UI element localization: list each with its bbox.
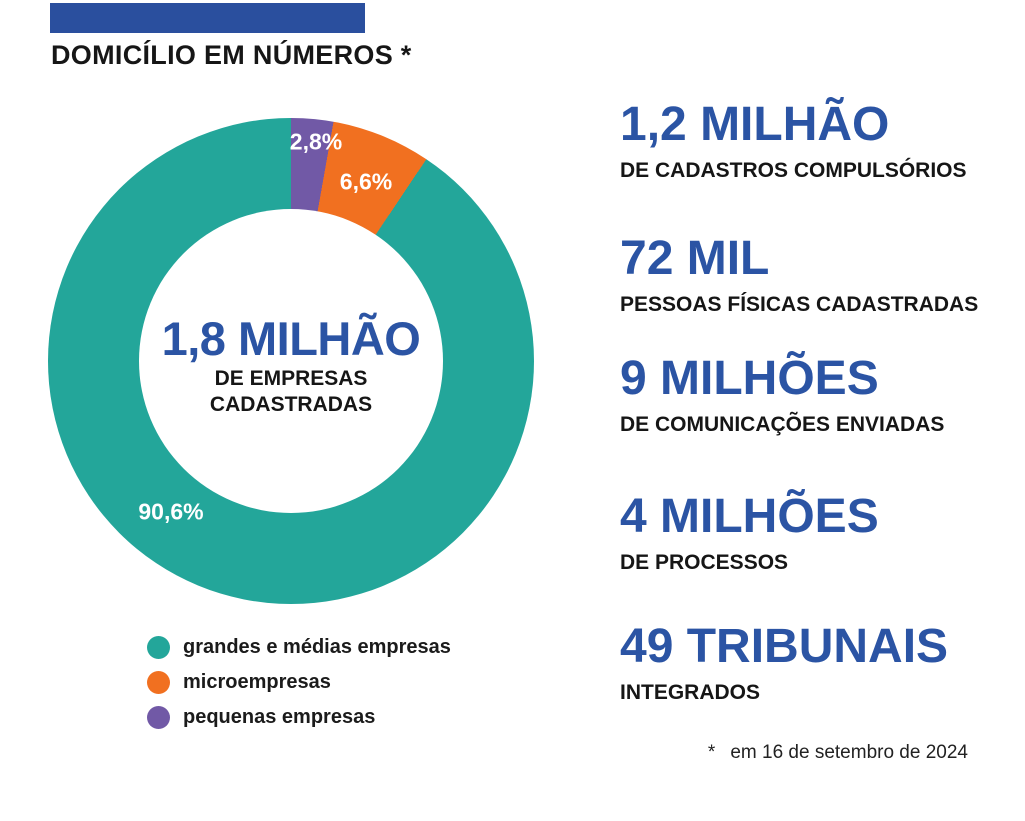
- stat-caption: PESSOAS FÍSICAS CADASTRADAS: [620, 293, 979, 316]
- center-value: 1,8 MILHÃO: [161, 312, 421, 365]
- footnote-text: em 16 de setembro de 2024: [730, 742, 968, 763]
- slice-label-pequenas-empresas: 2,8%: [289, 128, 343, 155]
- stat-cadastros-compulsorios: [620, 100, 967, 183]
- page-title: DOMICÍLIO EM NÚMEROS *: [51, 40, 412, 70]
- stat-value: 4 MILHÕES: [620, 490, 879, 543]
- legend-item-grandes-medias: [147, 636, 451, 659]
- legend-item-microempresas: [147, 671, 451, 694]
- stat-caption: DE PROCESSOS: [620, 551, 789, 574]
- stat-value: 9 MILHÕES: [620, 352, 879, 405]
- stat-processos: [620, 492, 879, 575]
- donut-center-text: [48, 312, 534, 418]
- stat-caption: DE CADASTROS COMPULSÓRIOS: [620, 159, 967, 182]
- stat-value: 49 TRIBUNAIS: [620, 620, 949, 673]
- stat-comunicacoes-enviadas: [620, 354, 944, 437]
- legend-label: grandes e médias empresas: [183, 636, 451, 658]
- stat-caption: INTEGRADOS: [620, 681, 761, 704]
- center-caption-line2: CADASTRADAS: [209, 393, 373, 416]
- stat-value: 1,2 MILHÃO: [620, 98, 890, 151]
- footnote: [708, 742, 968, 764]
- legend-item-pequenas-empresas: [147, 706, 451, 729]
- legend-label: microempresas: [183, 671, 331, 693]
- stat-tribunais-integrados: [620, 622, 948, 705]
- center-caption-line1: DE EMPRESAS: [214, 367, 368, 390]
- footnote-asterisk: *: [707, 742, 716, 763]
- slice-label-microempresas: 6,6%: [339, 168, 393, 195]
- legend: [147, 636, 451, 741]
- donut-chart: [48, 118, 534, 604]
- stat-caption: DE COMUNICAÇÕES ENVIADAS: [620, 413, 945, 436]
- legend-dot-orange: [147, 671, 170, 694]
- slice-label-grandes-medias: 90,6%: [138, 498, 204, 525]
- legend-dot-purple: [147, 706, 170, 729]
- header-accent-bar: [50, 3, 365, 33]
- legend-dot-teal: [147, 636, 170, 659]
- stat-pessoas-fisicas: [620, 234, 978, 317]
- legend-label: pequenas empresas: [183, 706, 376, 728]
- stat-value: 72 MIL: [620, 232, 770, 285]
